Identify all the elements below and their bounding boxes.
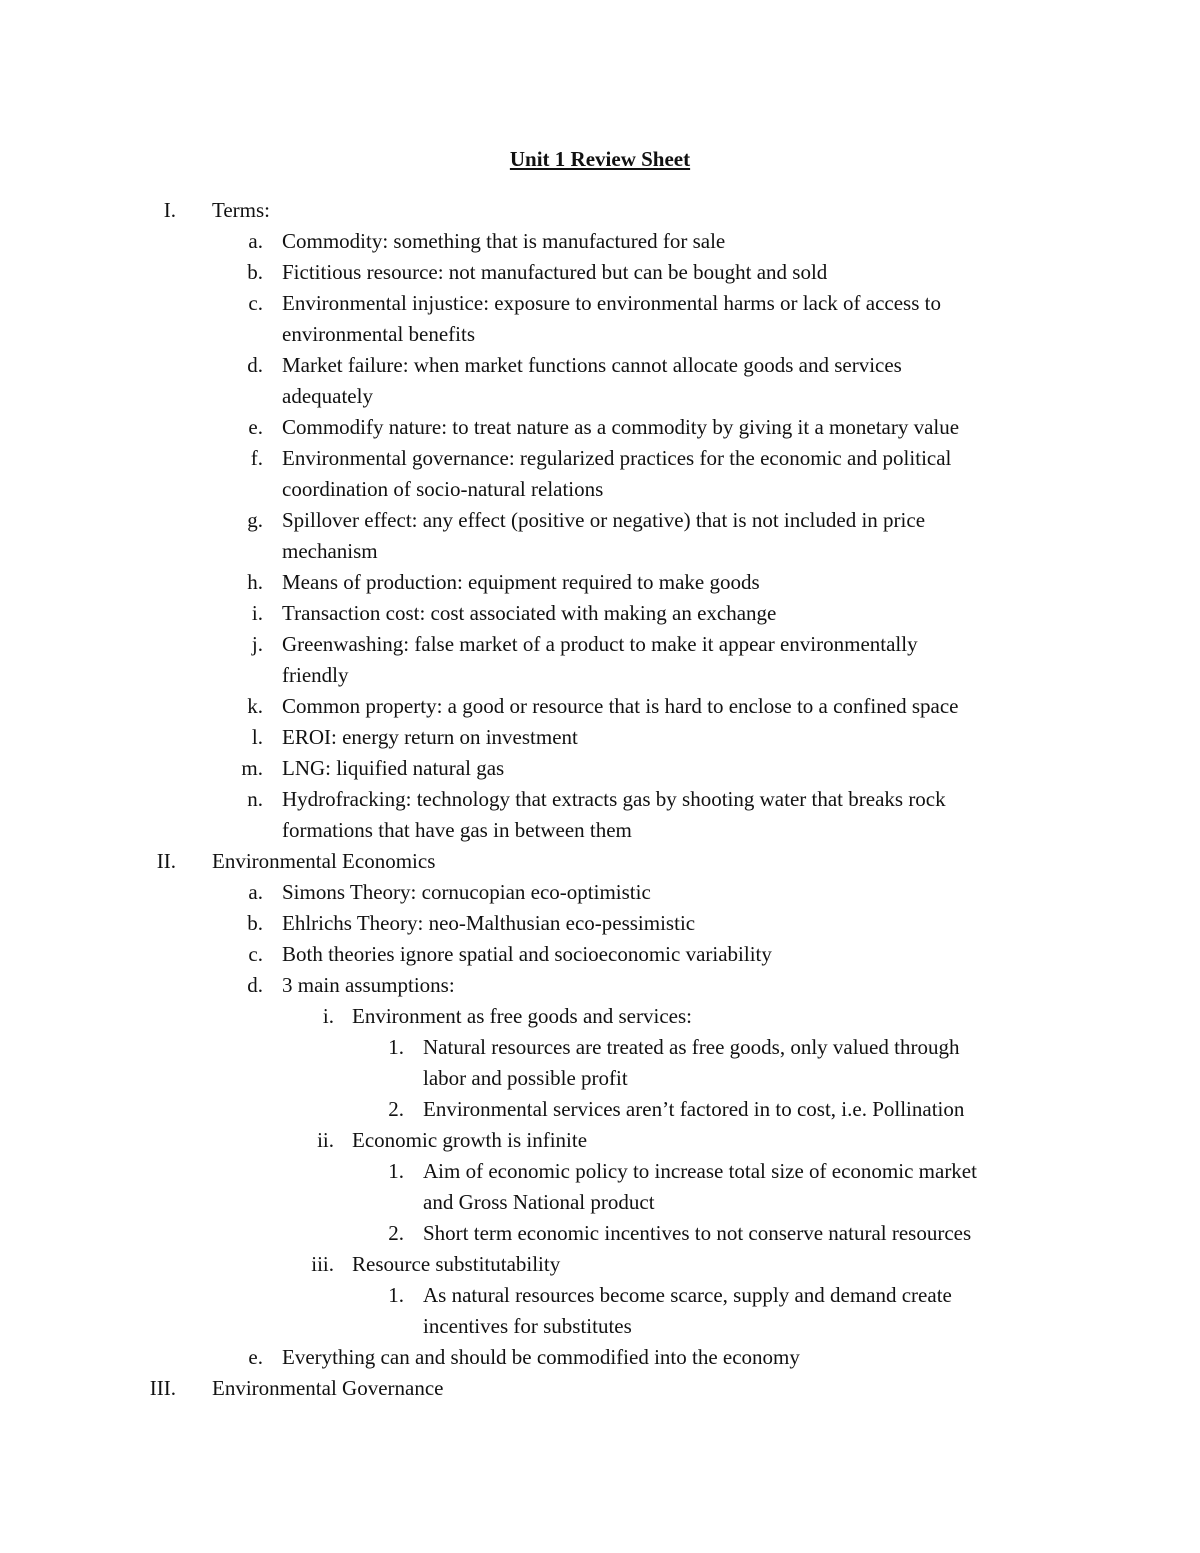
item-text: Environmental injustice: exposure to environmental harms or lack of access to bbox=[282, 291, 941, 315]
item-marker: b. bbox=[247, 911, 263, 935]
item-marker: e. bbox=[248, 415, 263, 439]
item-marker: c. bbox=[248, 942, 263, 966]
point-item bbox=[0, 1156, 1200, 1187]
point-text: Natural resources are treated as free goods, only valued through bbox=[423, 1035, 960, 1059]
list-item bbox=[0, 412, 1200, 443]
point-item bbox=[0, 1094, 1200, 1125]
point-item-continuation bbox=[0, 1063, 1200, 1094]
item-marker: n. bbox=[247, 787, 263, 811]
list-item bbox=[0, 505, 1200, 536]
item-text: LNG: liquified natural gas bbox=[282, 756, 505, 780]
list-item bbox=[0, 970, 1200, 1001]
item-text-continued: environmental benefits bbox=[282, 322, 476, 346]
item-text: Market failure: when market functions cannot allocate goods and services bbox=[282, 353, 902, 377]
item-marker: a. bbox=[248, 880, 263, 904]
item-text: 3 main assumptions: bbox=[282, 973, 455, 997]
point-text: Environmental services aren’t factored in to cost, i.e. Pollination bbox=[423, 1097, 965, 1121]
item-text: Both theories ignore spatial and socioeconomic variability bbox=[282, 942, 772, 966]
item-marker: e. bbox=[248, 1345, 263, 1369]
item-marker: m. bbox=[241, 756, 263, 780]
item-text: Hydrofracking: technology that extracts gas by shooting water that breaks rock bbox=[282, 787, 946, 811]
point-text-continued: and Gross National product bbox=[423, 1190, 655, 1214]
section-heading bbox=[0, 195, 1200, 226]
section-heading-text: Environmental Governance bbox=[212, 1376, 444, 1400]
point-item bbox=[0, 1218, 1200, 1249]
item-text: Ehlrichs Theory: neo-Malthusian eco-pessimistic bbox=[282, 911, 696, 935]
point-text: Aim of economic policy to increase total size of economic market bbox=[423, 1159, 977, 1183]
list-item bbox=[0, 1342, 1200, 1373]
point-marker: 1. bbox=[388, 1159, 404, 1183]
item-text: Fictitious resource: not manufactured but can be bought and sold bbox=[282, 260, 828, 284]
item-text: Common property: a good or resource that is hard to enclose to a confined space bbox=[282, 694, 959, 718]
item-text: Greenwashing: false market of a product to make it appear environmentally bbox=[282, 632, 918, 656]
point-marker: 1. bbox=[388, 1283, 404, 1307]
item-marker: k. bbox=[247, 694, 263, 718]
sub-item-text: Environment as free goods and services: bbox=[352, 1004, 692, 1028]
sub-item bbox=[0, 1001, 1200, 1032]
item-text: Commodity: something that is manufactured for sale bbox=[282, 229, 726, 253]
list-item bbox=[0, 443, 1200, 474]
point-text-continued: labor and possible profit bbox=[423, 1066, 628, 1090]
item-text-continued: coordination of socio-natural relations bbox=[282, 477, 604, 501]
point-marker: 2. bbox=[388, 1221, 404, 1245]
list-item bbox=[0, 288, 1200, 319]
list-item bbox=[0, 939, 1200, 970]
section-marker: I. bbox=[163, 198, 176, 222]
point-text-continued: incentives for substitutes bbox=[423, 1314, 632, 1338]
document-title: Unit 1 Review Sheet bbox=[509, 147, 691, 171]
item-text-continued: formations that have gas in between them bbox=[282, 818, 632, 842]
sub-item-marker: ii. bbox=[317, 1128, 334, 1152]
list-item bbox=[0, 629, 1200, 660]
item-text: Spillover effect: any effect (positive or negative) that is not included in price bbox=[282, 508, 926, 532]
item-text: EROI: energy return on investment bbox=[282, 725, 578, 749]
sub-item-marker: iii. bbox=[311, 1252, 334, 1276]
item-text: Environmental governance: regularized practices for the economic and political bbox=[282, 446, 952, 470]
list-item-continuation bbox=[0, 319, 1200, 350]
item-marker: d. bbox=[247, 353, 263, 377]
item-text: Commodify nature: to treat nature as a commodity by giving it a monetary value bbox=[282, 415, 960, 439]
item-text: Everything can and should be commodified into the economy bbox=[282, 1345, 800, 1369]
outline bbox=[0, 195, 1200, 1404]
section-marker: II. bbox=[156, 849, 176, 873]
item-marker: g. bbox=[247, 508, 263, 532]
item-marker: b. bbox=[247, 260, 263, 284]
section-marker: III. bbox=[149, 1376, 176, 1400]
list-item bbox=[0, 908, 1200, 939]
list-item bbox=[0, 257, 1200, 288]
item-marker: d. bbox=[247, 973, 263, 997]
item-marker: l. bbox=[251, 725, 263, 749]
item-marker: i. bbox=[251, 601, 263, 625]
point-item-continuation bbox=[0, 1311, 1200, 1342]
sub-item bbox=[0, 1125, 1200, 1156]
point-marker: 2. bbox=[388, 1097, 404, 1121]
sub-item-text: Economic growth is infinite bbox=[352, 1128, 588, 1152]
sub-item bbox=[0, 1249, 1200, 1280]
sub-item-marker: i. bbox=[322, 1004, 334, 1028]
list-item bbox=[0, 350, 1200, 381]
list-item bbox=[0, 598, 1200, 629]
list-item bbox=[0, 691, 1200, 722]
list-item-continuation bbox=[0, 815, 1200, 846]
item-text-continued: friendly bbox=[282, 663, 349, 687]
item-marker: j. bbox=[251, 632, 263, 656]
list-item bbox=[0, 753, 1200, 784]
list-item bbox=[0, 784, 1200, 815]
point-text: Short term economic incentives to not conserve natural resources bbox=[423, 1221, 972, 1245]
list-item bbox=[0, 226, 1200, 257]
section-heading-text: Environmental Economics bbox=[212, 849, 436, 873]
list-item bbox=[0, 722, 1200, 753]
section-heading bbox=[0, 1373, 1200, 1404]
section-heading-text: Terms: bbox=[212, 198, 271, 222]
list-item-continuation bbox=[0, 381, 1200, 412]
list-item-continuation bbox=[0, 536, 1200, 567]
item-marker: f. bbox=[250, 446, 263, 470]
point-marker: 1. bbox=[388, 1035, 404, 1059]
item-marker: h. bbox=[247, 570, 263, 594]
list-item bbox=[0, 567, 1200, 598]
item-text: Means of production: equipment required to make goods bbox=[282, 570, 760, 594]
item-text: Simons Theory: cornucopian eco-optimistic bbox=[282, 880, 651, 904]
sub-item-text: Resource substitutability bbox=[352, 1252, 561, 1276]
section-heading bbox=[0, 846, 1200, 877]
item-text-continued: adequately bbox=[282, 384, 373, 408]
list-item-continuation bbox=[0, 474, 1200, 505]
list-item bbox=[0, 877, 1200, 908]
item-marker: a. bbox=[248, 229, 263, 253]
list-item-continuation bbox=[0, 660, 1200, 691]
item-text-continued: mechanism bbox=[282, 539, 378, 563]
point-text: As natural resources become scarce, supply and demand create bbox=[423, 1283, 952, 1307]
point-item bbox=[0, 1032, 1200, 1063]
item-text: Transaction cost: cost associated with making an exchange bbox=[282, 601, 777, 625]
item-marker: c. bbox=[248, 291, 263, 315]
point-item-continuation bbox=[0, 1187, 1200, 1218]
point-item bbox=[0, 1280, 1200, 1311]
